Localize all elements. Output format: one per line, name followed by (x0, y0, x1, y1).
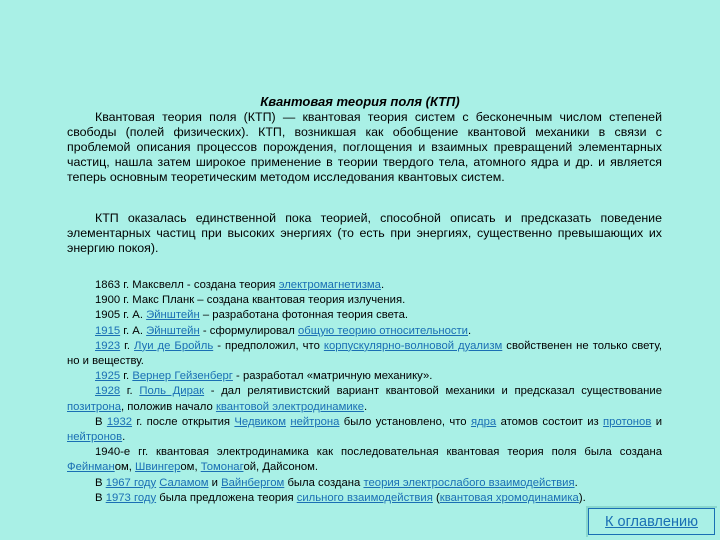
second-paragraph: КТП оказалась единственной пока теорией, способной описать и предсказать поведение элементарных частиц при высоких энергиях (то есть при энергиях, существенно превышающих их энергию покоя). (67, 211, 662, 255)
timeline-text: 1863 г. Максвелл - создана теория (95, 279, 279, 291)
timeline-link[interactable]: позитрона (67, 400, 122, 413)
timeline-text: . (467, 324, 472, 337)
timeline-entry (67, 369, 662, 384)
timeline-link[interactable]: 1928 (95, 385, 121, 398)
timeline-entry (67, 384, 662, 414)
timeline-entry (67, 278, 662, 293)
slide-title: Квантовая теория поля (КТП) (260, 94, 460, 109)
timeline-text: и (208, 476, 222, 489)
timeline-link[interactable]: протонов (603, 415, 652, 428)
timeline-text: и (651, 415, 663, 428)
timeline-link[interactable]: Швингер (135, 461, 181, 474)
timeline-text: . (364, 400, 368, 413)
timeline-text: г. (120, 339, 135, 352)
timeline-entry (67, 324, 662, 339)
timeline-link[interactable]: теория электрослабого взаимодействия (363, 476, 575, 489)
timeline-text: – разработана фотонная теория света. (199, 309, 409, 322)
timeline-text: В (95, 415, 107, 428)
timeline-text: ом, (180, 461, 201, 474)
timeline-link[interactable]: Чедвиком (234, 415, 286, 428)
timeline-link[interactable]: Саламом (159, 476, 209, 489)
timeline-link[interactable]: сильного взаимодействия (296, 491, 433, 504)
timeline-text: - дал релятивистский вариант квантовой механики и предсказал существование (204, 385, 662, 398)
timeline-entry (67, 476, 662, 491)
timeline-text: ой, Дайсоном. (243, 461, 319, 474)
timeline-text: , положив начало (121, 400, 216, 413)
timeline-entry (67, 293, 662, 308)
timeline-link[interactable]: 1925 (95, 370, 121, 383)
timeline-link[interactable]: 1973 году (105, 491, 157, 504)
timeline-text: ( (432, 491, 440, 504)
timeline-link[interactable]: общую теорию относительности (297, 324, 468, 337)
timeline-text: В (95, 476, 106, 489)
timeline-text: В (95, 491, 106, 504)
timeline-text: . (574, 476, 578, 489)
timeline-text: - сформулировал (199, 324, 298, 337)
timeline-text: г. после открытия (132, 415, 235, 428)
timeline-link[interactable]: Поль Дирак (139, 385, 205, 398)
timeline-link[interactable]: Томонаг (200, 461, 244, 474)
timeline-text: была создана (284, 476, 364, 489)
timeline-link[interactable]: квантовая хромодинамика (439, 491, 579, 504)
timeline-text: 1940-е гг. квантовая электродинамика как последовательная квантовая теория поля была создана (95, 446, 662, 459)
timeline-link[interactable]: Фейнман (67, 461, 115, 474)
timeline-text: г. А. (120, 324, 147, 337)
back-to-contents-button[interactable]: К оглавлению (588, 508, 715, 535)
timeline-link[interactable]: электромагнетизма (278, 279, 381, 291)
timeline-list (67, 278, 662, 506)
timeline-text: г. (120, 385, 140, 398)
timeline-link[interactable]: квантовой электродинамике (215, 400, 365, 413)
timeline-link[interactable]: Эйнштейн (146, 324, 200, 337)
timeline-text: свойственен не только свету, но и веществу. (67, 339, 663, 368)
timeline-text: ом, (114, 461, 136, 474)
timeline-link[interactable]: нейтрона (290, 415, 340, 428)
timeline-text: 1900 г. Макс Планк – создана квантовая теория излучения. (95, 294, 406, 307)
timeline-text: . (122, 431, 126, 444)
timeline-text: была предложена теория (156, 491, 297, 504)
timeline-link[interactable]: 1967 году (105, 476, 157, 489)
timeline-link[interactable]: корпускулярно-волновой дуализм (323, 339, 503, 352)
timeline-text: было установлено, что (339, 415, 471, 428)
timeline-entry (67, 491, 662, 506)
timeline-link[interactable]: 1915 (95, 324, 121, 337)
timeline-link[interactable]: нейтронов (67, 431, 123, 444)
timeline-entry (67, 339, 662, 369)
timeline-link[interactable]: Луи де Бройль (134, 339, 214, 352)
timeline-text: г. (120, 370, 133, 383)
timeline-entry (67, 445, 662, 475)
timeline-text: - разработал «матричную механику». (232, 370, 433, 383)
timeline-text: - предположил, что (213, 339, 324, 352)
timeline-link[interactable]: Эйнштейн (146, 309, 200, 322)
timeline-text: ). (578, 491, 586, 504)
timeline-link[interactable]: 1932 (106, 415, 133, 428)
timeline-link[interactable]: 1923 (95, 339, 121, 352)
timeline-entry (67, 415, 662, 445)
timeline-text: . (380, 279, 385, 291)
timeline-link[interactable]: Вайнбергом (221, 476, 285, 489)
timeline-entry (67, 308, 662, 323)
timeline-text: атомов состоит из (496, 415, 604, 428)
timeline-link[interactable]: ядра (470, 415, 497, 428)
timeline-link[interactable]: Вернер Гейзенберг (132, 370, 233, 383)
timeline-text: 1905 г. А. (95, 309, 147, 322)
intro-paragraph: Квантовая теория поля (КТП) — квантовая теория систем с бесконечным числом степеней свободы (полей физических). КТП, возникшая как обобщение квантовой механики в связи с проблемой описания процессов порождения, поглощения и взаимных превращений элементарных частиц, нашла затем широкое применение в теории твердого тела, атомного ядра и др. и является теперь основным теоретическим методом исследования квантовых систем. (67, 110, 662, 184)
